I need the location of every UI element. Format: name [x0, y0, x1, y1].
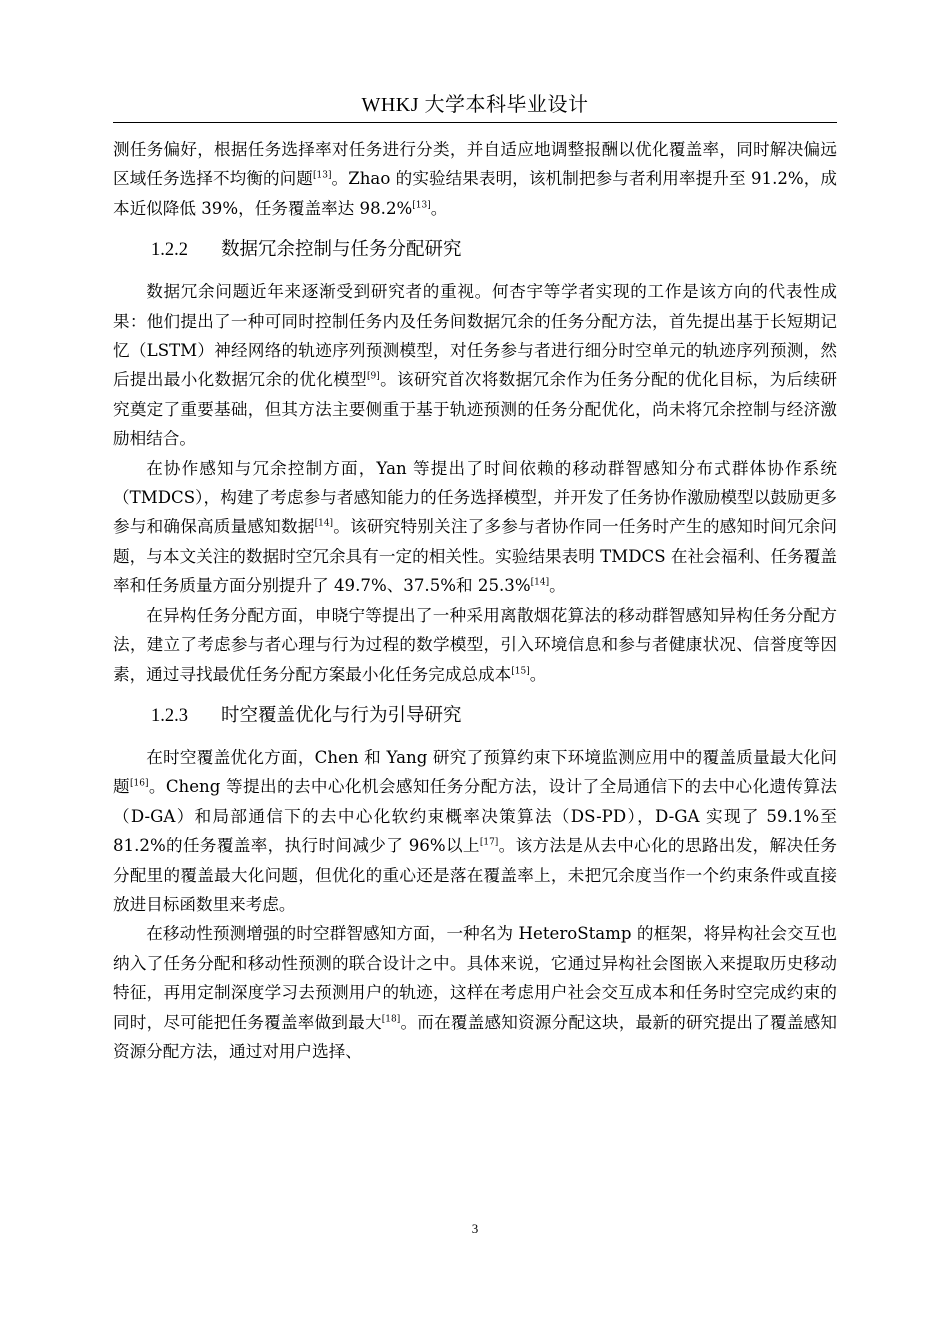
citation-ref: [14]: [530, 577, 550, 588]
paragraph: 在时空覆盖优化方面，Chen 和 Yang 研究了预算约束下环境监测应用中的覆盖质量最大化问题[16]。Cheng 等提出的去中心化机会感知任务分配方法，设计了全局通信下的去中心化遗传算法（D-GA）和局部通信下的去中心化软约束概率决策算法（DS-PD），D-GA 实现了 59.1%至 81.2%的任务覆盖率，执行时间减少了 96%以上[17]。该方法是从去中心化的思路出发，解决任务分配里的覆盖最大化问题，但优化的重心还是落在覆盖率上，未把冗余度当作一个约束条件或直接放进目标函数里来考虑。: [113, 747, 838, 914]
page-header: [113, 92, 837, 118]
section-title: 时空覆盖优化与行为引导研究: [221, 704, 462, 726]
header-title: WHKJ 大学本科毕业设计: [361, 94, 589, 116]
citation-ref: [13]: [412, 200, 431, 211]
page-number: 3: [471, 1221, 479, 1236]
header-rule: [113, 122, 837, 123]
document-body: [113, 135, 837, 1066]
paragraph: 在协作感知与冗余控制方面，Yan 等提出了时间依赖的移动群智感知分布式群体协作系统（TMDCS），构建了考虑参与者感知能力的任务选择模型，并开发了任务协作激励模型以鼓励更多参与和确保高质量感知数据[14]。该研究特别关注了多参与者协作同一任务时产生的感知时间冗余问题，与本文关注的数据时空冗余具有一定的相关性。实验结果表明 TMDCS 在社会福利、任务覆盖率和任务质量方面分别提升了 49.7%、37.5%和 25.3%[14]。: [113, 458, 838, 596]
citation-ref: [14]: [314, 518, 334, 529]
citation-ref: [9]: [367, 371, 380, 382]
section-heading-1-2-3: [113, 701, 837, 731]
section-heading-1-2-2: [113, 235, 837, 265]
section-title: 数据冗余控制与任务分配研究: [221, 239, 462, 261]
citation-ref: [17]: [479, 837, 499, 848]
paragraph: 在移动性预测增强的时空群智感知方面，一种名为 HeteroStamp 的框架，将异构社会交互也纳入了任务分配和移动性预测的联合设计之中。具体来说，它通过异构社会图嵌入来提取历史移动特征，再用定制深度学习去预测用户的轨迹，这样在考虑用户社会交互成本和任务时空完成约束的同时，尽可能把任务覆盖率做到最大[18]。而在覆盖感知资源分配这块，最新的研究提出了覆盖感知资源分配方法，通过对用户选择、: [113, 924, 838, 1061]
citation-ref: [18]: [381, 1014, 401, 1025]
paragraph-continued: 测任务偏好，根据任务选择率对任务进行分类，并自适应地调整报酬以优化覆盖率，同时解决偏远区域任务选择不均衡的问题[13]。Zhao 的实验结果表明，该机制把参与者利用率提升至 91.2%，成本近似降低 39%，任务覆盖率达 98.2%[13]。: [113, 140, 837, 218]
paragraph: 在异构任务分配方面，申晓宁等提出了一种采用离散烟花算法的移动群智感知异构任务分配方法，建立了考虑参与者心理与行为过程的数学模型，引入环境信息和参与者健康状况、信誉度等因素，通过寻找最优任务分配方案最小化任务完成总成本[15]。: [113, 605, 837, 684]
paragraph: 数据冗余问题近年来逐渐受到研究者的重视。何杏宇等学者实现的工作是该方向的代表性成果：他们提出了一种可同时控制任务内及任务间数据冗余的任务分配方法，首先提出基于长短期记忆（LSTM）神经网络的轨迹序列预测模型，对任务参与者进行细分时空单元的轨迹序列预测，然后提出最小化数据冗余的优化模型[9]。该研究首次将数据冗余作为任务分配的优化目标，为后续研究奠定了重要基础，但其方法主要侧重于基于轨迹预测的任务分配优化，尚未将冗余控制与经济激励相结合。: [113, 282, 838, 449]
section-number: 1.2.2: [151, 240, 188, 261]
citation-ref: [13]: [312, 170, 332, 181]
citation-ref: [16]: [129, 778, 149, 789]
citation-ref: [15]: [511, 665, 530, 676]
section-number: 1.2.3: [151, 705, 188, 726]
